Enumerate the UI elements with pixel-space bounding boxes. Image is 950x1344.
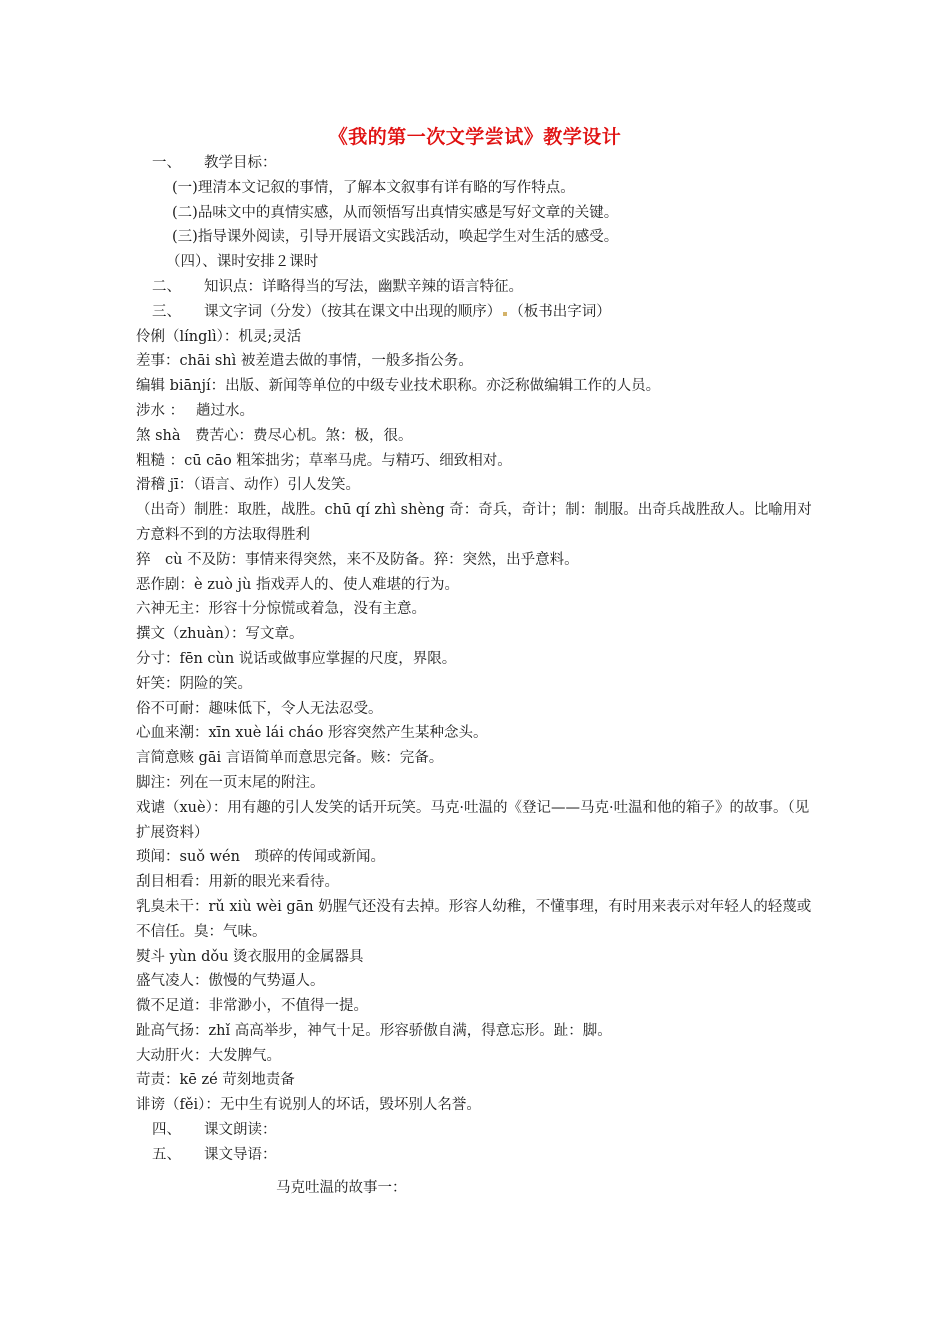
vocabulary-entry: 刮目相看：用新的眼光来看待。	[136, 874, 339, 891]
document-title: 《我的第一次文学尝试》教学设计	[328, 126, 622, 148]
goal-item: (三)指导课外阅读，引导开展语文实践活动，唤起学生对生活的感受。	[172, 229, 619, 246]
section-label: 知识点：详略得当的写法，幽默辛辣的语言特征。	[204, 278, 523, 295]
section-label: 课文朗读：	[204, 1122, 277, 1139]
section-number: 二、	[152, 278, 181, 295]
vocabulary-entry: 撰文（zhuàn）：写文章。	[136, 626, 304, 643]
vocabulary-entry: 苛责：kē zé 苛刻地责备	[136, 1072, 295, 1089]
vocabulary-entry: 熨斗 yùn dǒu 烫衣服用的金属器具	[136, 948, 364, 965]
vocabulary-entry: 粗糙 ：cū cāo 粗笨拙劣；草率马虎。与精巧、细致相对。	[136, 452, 512, 469]
vocabulary-entry: 琐闻：suǒ wén 琐碎的传闻或新闻。	[136, 849, 385, 866]
vocabulary-entry: 大动肝火：大发脾气。	[136, 1047, 281, 1064]
section-introduction	[136, 1143, 816, 1168]
vocabulary-entry: 盛气凌人：傲慢的气势逼人。	[136, 973, 325, 990]
vocabulary-entry: 戏谑（xuè）：用有趣的引人发笑的话开玩笑。马克·吐温的《登记——马克·吐温和他的箱子》的故事。（见扩展资料）	[136, 799, 810, 841]
section-number: 一、	[152, 155, 181, 171]
vocabulary-entry: 乳臭未干：rǔ xiù wèi gān 奶腥气还没有去掉。形容人幼稚，不懂事理，有时用来表示对年轻人的轻蔑或不信任。臭：气味。	[136, 898, 812, 940]
vocabulary-entry: 诽谤（fěi）：无中生有说别人的坏话，毁坏别人名誉。	[136, 1097, 481, 1114]
section-label: 教学目标：	[204, 155, 277, 171]
goal-item: （四）、课时安排２课时	[166, 254, 319, 271]
section-number: 五、	[152, 1146, 181, 1163]
vocabulary-entry: 心血来潮：xīn xuè lái cháo 形容突然产生某种念头。	[136, 725, 488, 742]
vocabulary-list	[136, 325, 816, 1119]
vocabulary-entry: （出奇）制胜：取胜，战胜。chū qí zhì shèng 奇：奇兵，奇计；制：制服。出奇兵战胜敌人。比喻用对方意料不到的方法取得胜利	[136, 502, 812, 543]
vocabulary-entry: 猝 cù 不及防：事情来得突然，来不及防备。猝：突然，出乎意料。	[136, 551, 579, 568]
goal-item: (二)品味文中的真情实感，从而领悟写出真情实感是写好文章的关键。	[172, 204, 619, 221]
section-reading	[136, 1118, 816, 1143]
section-label: 课文导语：	[204, 1146, 277, 1163]
section-knowledge-points	[136, 275, 816, 300]
vocabulary-entry: 六神无主：形容十分惊慌或着急，没有主意。	[136, 601, 426, 618]
section-label: 课文字词（分发）（按其在课文中出现的顺序）	[204, 303, 502, 320]
vocabulary-entry: 煞 shà 费苦心：费尽心机。煞：极，很。	[136, 427, 413, 444]
vocabulary-entry: 涉水 ： 趟过水。	[136, 402, 254, 419]
vocabulary-entry: 微不足道：非常渺小，不值得一提。	[136, 998, 368, 1015]
vocabulary-entry: 差事：chāi shì 被差遣去做的事情，一般多指公务。	[136, 353, 473, 370]
document-body	[136, 151, 816, 1200]
section-number: 三、	[152, 303, 181, 320]
section-vocabulary	[136, 300, 816, 325]
vocabulary-entry: 脚注：列在一页末尾的附注。	[136, 774, 325, 791]
vocabulary-entry: 伶俐（línglì）：机灵;灵活	[136, 328, 302, 345]
vocabulary-entry: 滑稽 jī：（语言、动作）引人发笑。	[136, 477, 360, 494]
annotation-mark	[503, 312, 507, 316]
vocabulary-entry: 编辑 biānjí：出版、新闻等单位的中级专业技术职称。亦泛称做编辑工作的人员。	[136, 378, 661, 395]
goal-item: (一)理清本文记叙的事情，了解本文叙事有详有略的写作特点。	[172, 179, 575, 196]
section-teaching-goals	[136, 151, 816, 176]
vocabulary-entry: 俗不可耐：趣味低下，令人无法忍受。	[136, 700, 383, 717]
vocabulary-entry: 趾高气扬：zhǐ 高高举步，神气十足。形容骄傲自满，得意忘形。趾：脚。	[136, 1022, 612, 1039]
vocabulary-entry: 分寸：fēn cùn 说话或做事应掌握的尺度，界限。	[136, 650, 457, 667]
vocabulary-entry: 言简意赅 gāi 言语简单而意思完备。赅：完备。	[136, 750, 444, 767]
section-note: （板书出字词）	[509, 303, 611, 320]
section-number: 四、	[152, 1122, 181, 1139]
vocabulary-entry: 奸笑：阴险的笑。	[136, 675, 252, 692]
vocabulary-entry: 恶作剧：è zuò jù 指戏弄人的、使人难堪的行为。	[136, 576, 459, 593]
story-heading: 马克吐温的故事一：	[276, 1179, 407, 1196]
